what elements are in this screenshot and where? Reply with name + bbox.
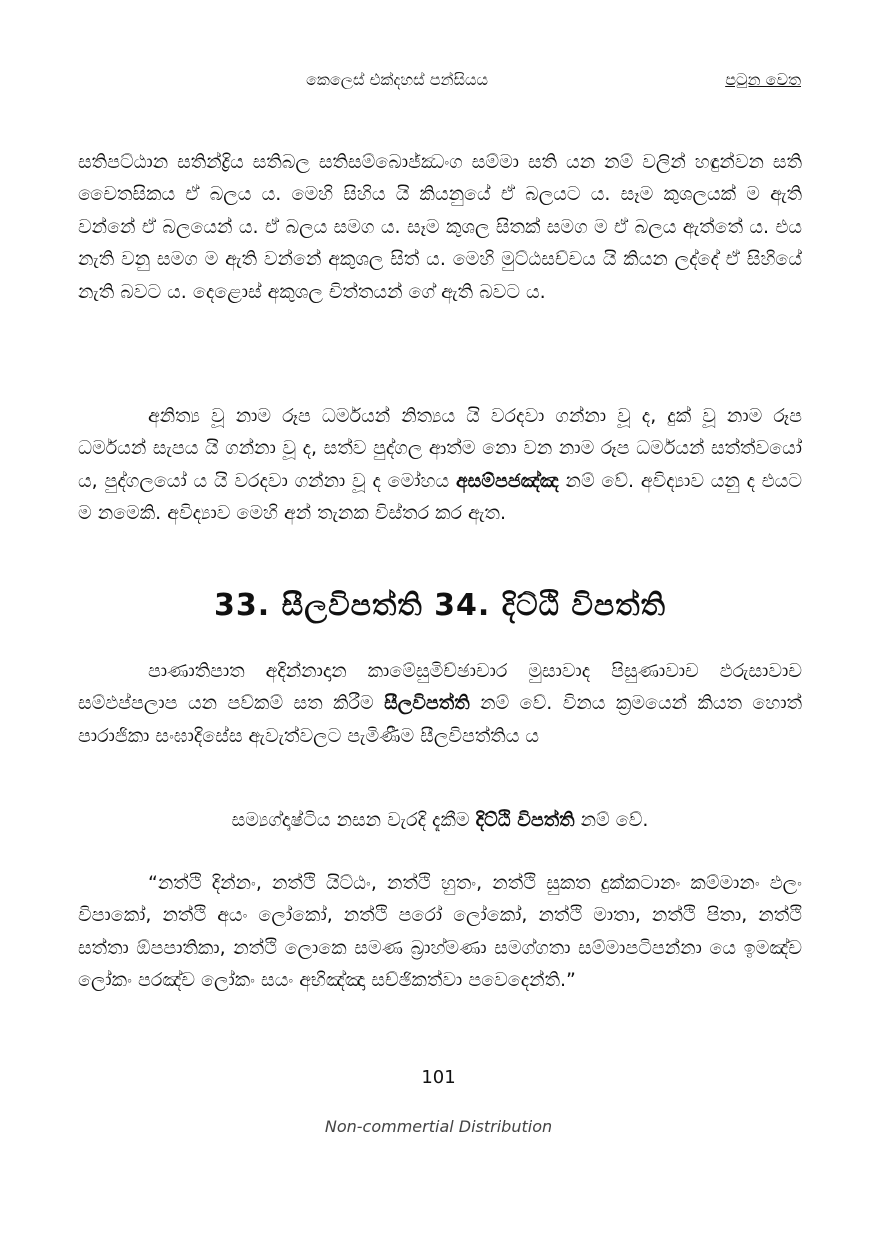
paragraph-text: නම් වේ.: [574, 809, 649, 831]
paragraph-text: නම් වේ. අවිද්‍යාව යනු ද එයට ම නමෙකි. අවිද්‍යාව මෙහි අන් තැනක විස්තර කර ඇත.: [78, 469, 802, 525]
paragraph-asampajanna: [78, 400, 802, 530]
toc-link[interactable]: පටුන වෙත: [725, 70, 801, 89]
term-silavipatti: සීලවිපත්ති: [384, 692, 470, 715]
paragraph-text: පාණාතිපාත අදින්නාදාන කාමේසුමිච්ඡාචාර මුසාවාද පිසුණාවාච ඵරුසාවාච සම්ඵප්පලාප යන පව්කම් සත කිරීම: [78, 660, 802, 715]
paragraph-text: අනිත්‍ය වූ නාම රූප ධර්මයන් නිත්‍යය යි වරදවා ගන්නා වූ ද, දුක් වූ නාම රූප ධර්මයන් සැපය යි ගන්නා වූ ද, සත්ව පුද්ගල ආත්ම නො වන නාම රූප ධර්මයන් සත්ත්වයෝ ය, පුද්ගලයෝ ය යි වරදවා ගන්නා වූ ද මෝහය: [78, 405, 802, 492]
term-asampajanna: අසම්පජඤ්ඤ: [455, 469, 559, 492]
page-number: 101: [421, 1067, 456, 1088]
paragraph-ditthivipatti: [78, 809, 802, 831]
running-header: [78, 70, 801, 96]
paragraph-text: නම් වේ. විනය ක්‍රමයෙන් කියත හොත් පාරාජිකා සංඝාදිසේස ඇවැත්වලට පැමිණීම සීලවිපත්තිය ය: [78, 692, 803, 747]
distribution-note: Non-commertial Distribution: [324, 1117, 553, 1136]
section-heading: 33. සීලවිපත්ති 34. දිට්ඨි විපත්ති: [214, 588, 666, 623]
paragraph-sati: සතිපට්ඨාන සතින්ද්‍රිය සතිබල සතිසම්බොජ්ඣංග සම්මා සති යන නම් වලින් හඳුන්වන සති චෛතසිකය ඒ බලය ය. මෙහි සිහිය යි කියනුයේ ඒ බලයට ය. සෑම කුශලයක් ම ඇති වන්නේ ඒ බලයෙන් ය. ඒ බලය සමග ය. සෑම කුශල සිතක් සමග ම ඒ බලය ඇත්තේ ය. එය නැති වනු සමග ම ඇති වන්නේ අකුශල සිත් ය. මෙහි මුට්ඨසච්චය යි කියන ලද්දේ ඒ සිහියේ නැති බවට ය. දෙළොස් අකුශල චිත්තයන් ගේ ඇති බවට ය.: [78, 151, 802, 303]
paragraph-silavipatti: [78, 655, 802, 752]
term-ditthivipatti: දිට්ඨි විපත්ති: [475, 809, 575, 831]
pali-quote: “නත්ථි දින්නං, නත්ථි යිට්ඨං, නත්ථි හුතං, නත්ථි සුකත දුක්කටානං කම්මානං ඵලං විපාකෝ, නත්ථි අයං ලෝකෝ, නත්ථි පරෝ ලෝකෝ, නත්ථි මාතා, නත්ථි පිතා, නත්ථි සත්තා ඕපපාතිකා, නත්ථි ලොකෙ සමණ බ්‍රාහ්මණා සමග්ගතා සම්මාපටිපන්නා යෙ ඉමඤ්ච ලෝකං පරඤ්ච ලෝකං සයං අභිඤ්ඤා සච්ඡිකත්වා පවෙදෙන්ති.”: [78, 872, 802, 992]
book-title: කෙලෙස් එක්දහස් පන්සියය: [306, 70, 489, 89]
paragraph-text: සම්‍යග්දෘෂ්ටිය නසන වැරදි දැකීම: [231, 809, 476, 831]
